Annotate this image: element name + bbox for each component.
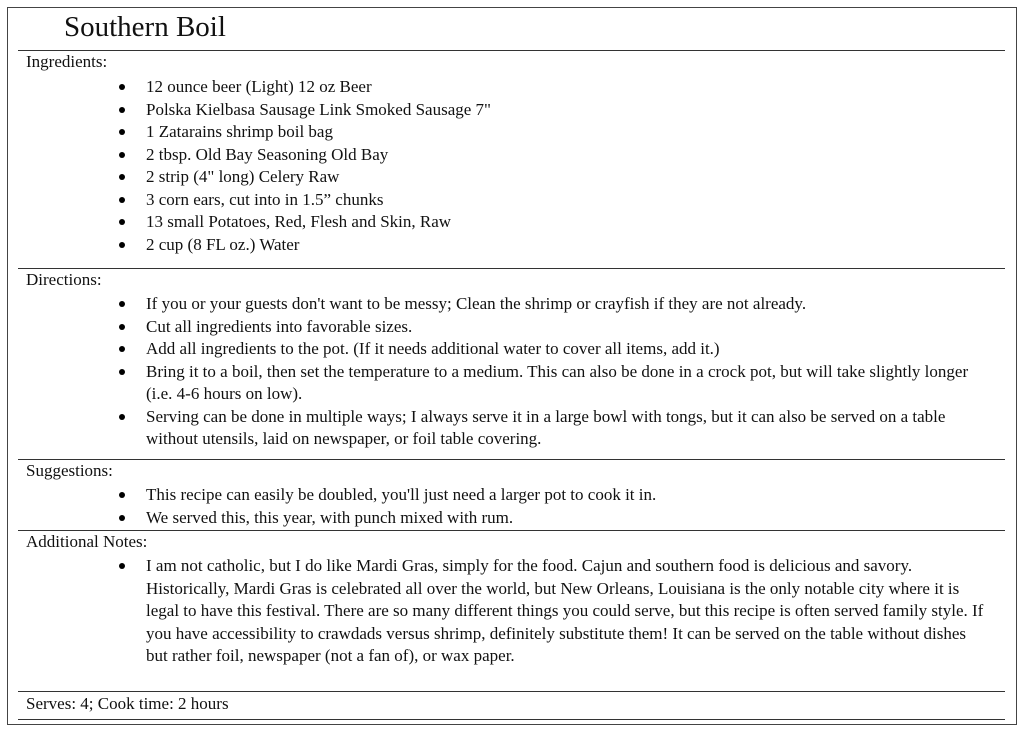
directions-heading: Directions: [26, 270, 102, 289]
suggestions-list [0, 484, 988, 529]
note-item: I am not catholic, but I do like Mardi Gras, simply for the food. Cajun and southern food is delicious and savory. Historically, Mardi Gras is celebrated all over the world, but New Orleans, Louisiana is the only notable city where it is legal to have this festival. There are so many different things you could serve, but this recipe is often served family style. If you have accessibility to crawdads versus shrimp, definitely substitute them! It can be served on the table without dishes but rather foil, newspaper (not a fan of), or wax paper. [0, 555, 988, 668]
recipe-title: Southern Boil [64, 11, 226, 43]
ingredient-item: Polska Kielbasa Sausage Link Smoked Sausage 7" [0, 99, 988, 122]
divider [18, 530, 1005, 531]
divider [18, 459, 1005, 460]
directions-list [0, 293, 988, 451]
ingredients-heading: Ingredients: [26, 52, 108, 71]
divider [18, 719, 1005, 720]
direction-item: Cut all ingredients into favorable sizes. [0, 316, 988, 339]
direction-item: If you or your guests don't want to be messy; Clean the shrimp or crayfish if they are not already. [0, 293, 988, 316]
divider [18, 691, 1005, 692]
ingredients-list [0, 76, 988, 256]
direction-item: Serving can be done in multiple ways; I always serve it in a large bowl with tongs, but it can also be served on a table without utensils, laid on newspaper, or foil table covering. [0, 406, 988, 451]
ingredient-item: 2 tbsp. Old Bay Seasoning Old Bay [0, 144, 988, 167]
suggestion-item: We served this, this year, with punch mixed with rum. [0, 507, 988, 530]
divider [18, 268, 1005, 269]
ingredient-item: 2 cup (8 FL oz.) Water [0, 234, 988, 257]
suggestion-item: This recipe can easily be doubled, you'll just need a larger pot to cook it in. [0, 484, 988, 507]
direction-item: Add all ingredients to the pot. (If it needs additional water to cover all items, add it.) [0, 338, 988, 361]
ingredient-item: 2 strip (4" long) Celery Raw [0, 166, 988, 189]
direction-item: Bring it to a boil, then set the temperature to a medium. This can also be done in a crock pot, but will take slightly longer (i.e. 4-6 hours on low). [0, 361, 988, 406]
ingredient-item: 1 Zatarains shrimp boil bag [0, 121, 988, 144]
suggestions-heading: Suggestions: [26, 461, 113, 480]
serving-info: Serves: 4; Cook time: 2 hours [26, 694, 229, 713]
ingredient-item: 3 corn ears, cut into in 1.5” chunks [0, 189, 988, 212]
notes-list [0, 555, 988, 668]
notes-heading: Additional Notes: [26, 532, 148, 551]
ingredient-item: 13 small Potatoes, Red, Flesh and Skin, Raw [0, 211, 988, 234]
divider [18, 50, 1005, 51]
ingredient-item: 12 ounce beer (Light) 12 oz Beer [0, 76, 988, 99]
